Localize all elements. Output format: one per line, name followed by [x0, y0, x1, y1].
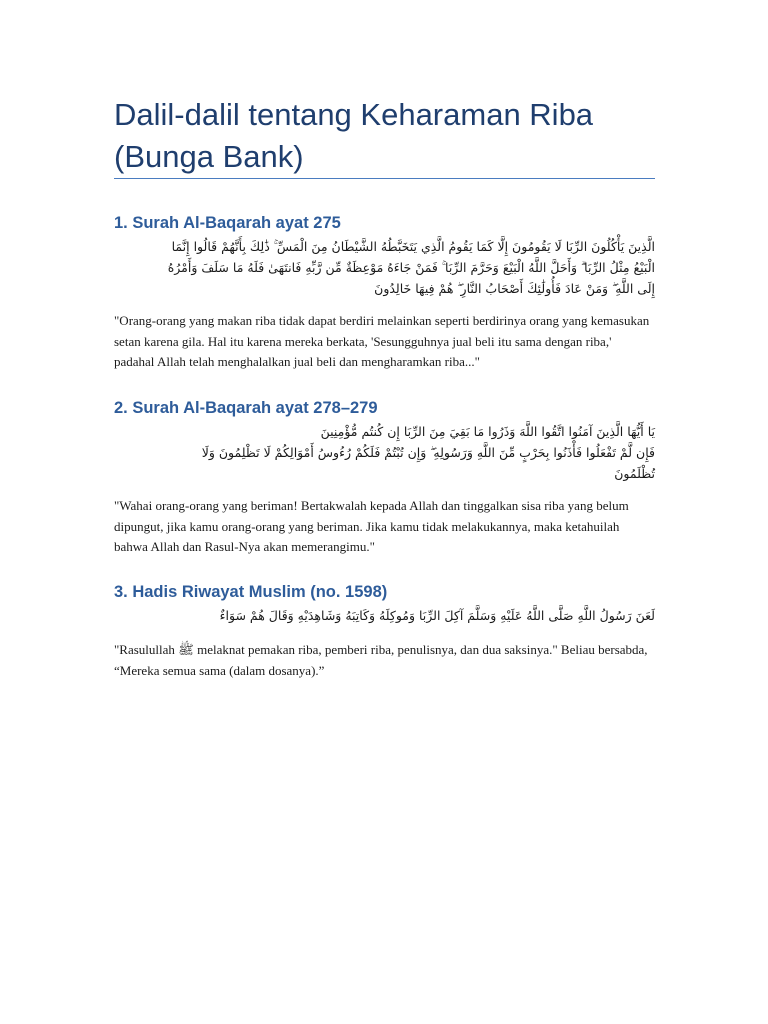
section-baqarah-275	[114, 212, 655, 373]
page-title: Dalil-dalil tentang Keharaman Riba (Bunga Bank)	[114, 97, 594, 174]
section-heading: 2. Surah Al-Baqarah ayat 278–279	[114, 399, 378, 417]
section-hadis-muslim	[114, 581, 655, 681]
arabic-line: الَّذِينَ يَأْكُلُونَ الرِّبَا لَا يَقُومُونَ إِلَّا كَمَا يَقُومُ الَّذِي يَتَخَبَّطُهُ الشَّيْطَانُ مِنَ الْمَسِّ ۚ ذَٰلِكَ بِأَنَّهُمْ قَالُوا إِنَّمَا	[171, 239, 655, 254]
translation-text: "Wahai orang-orang yang beriman! Bertakwalah kepada Allah dan tinggalkan sisa riba yang belum dipungut, jika kamu orang-orang yang beriman. Jika kamu tidak melakukannya, maka ketahuilah bahwa Allah dan Rasul-Nya akan memerangimu."	[114, 498, 629, 554]
arabic-verse	[114, 421, 655, 484]
arabic-verse	[114, 236, 655, 299]
arabic-line: يَا أَيُّهَا الَّذِينَ آمَنُوا اتَّقُوا اللَّهَ وَذَرُوا مَا بَقِيَ مِنَ الرِّبَا إِن كُنتُم مُّؤْمِنِينَ	[320, 424, 655, 439]
arabic-line: فَإِن لَّمْ تَفْعَلُوا فَأْذَنُوا بِحَرْبٍ مِّنَ اللَّهِ وَرَسُولِهِ ۖ وَإِن تُبْتُمْ فَلَكُمْ رُءُوسُ أَمْوَالِكُمْ لَا تَظْلِمُونَ وَلَا	[201, 445, 655, 460]
arabic-line: لَعَنَ رَسُولُ اللَّهِ صَلَّى اللَّهُ عَلَيْهِ وَسَلَّمَ آكِلَ الرِّبَا وَمُوكِلَهُ وَكَاتِبَهُ وَشَاهِدَيْهِ وَقَالَ هُمْ سَوَاءٌ	[219, 608, 655, 623]
translation-text: "Rasulullah ﷺ melaknat pemakan riba, pemberi riba, penulisnya, dan dua saksinya." Beliau bersabda, “Mereka semua sama (dalam dosanya).”	[114, 642, 648, 678]
arabic-verse	[114, 605, 655, 626]
translation-text: "Orang-orang yang makan riba tidak dapat berdiri melainkan seperti berdirinya orang yang kemasukan setan karena gila. Hal itu karena mereka berkata, 'Sesungguhnya jual beli itu sama dengan riba,' padahal Allah telah menghalalkan jual beli dan mengharamkan riba..."	[114, 313, 650, 369]
section-baqarah-278-279	[114, 397, 655, 558]
title-divider	[114, 178, 655, 179]
arabic-line: الْبَيْعُ مِثْلُ الرِّبَا ۗ وَأَحَلَّ اللَّهُ الْبَيْعَ وَحَرَّمَ الرِّبَا ۚ فَمَنْ جَاءَهُ مَوْعِظَةٌ مِّن رَّبِّهِ فَانتَهَىٰ فَلَهُ مَا سَلَفَ وَأَمْرُهُ	[167, 260, 655, 275]
section-heading: 1. Surah Al-Baqarah ayat 275	[114, 214, 341, 232]
arabic-line: إِلَى اللَّهِ ۖ وَمَنْ عَادَ فَأُولَٰئِكَ أَصْحَابُ النَّارِ ۖ هُمْ فِيهَا خَالِدُونَ	[374, 281, 655, 296]
arabic-line: تُظْلَمُونَ	[614, 466, 655, 481]
section-heading: 3. Hadis Riwayat Muslim (no. 1598)	[114, 583, 388, 601]
